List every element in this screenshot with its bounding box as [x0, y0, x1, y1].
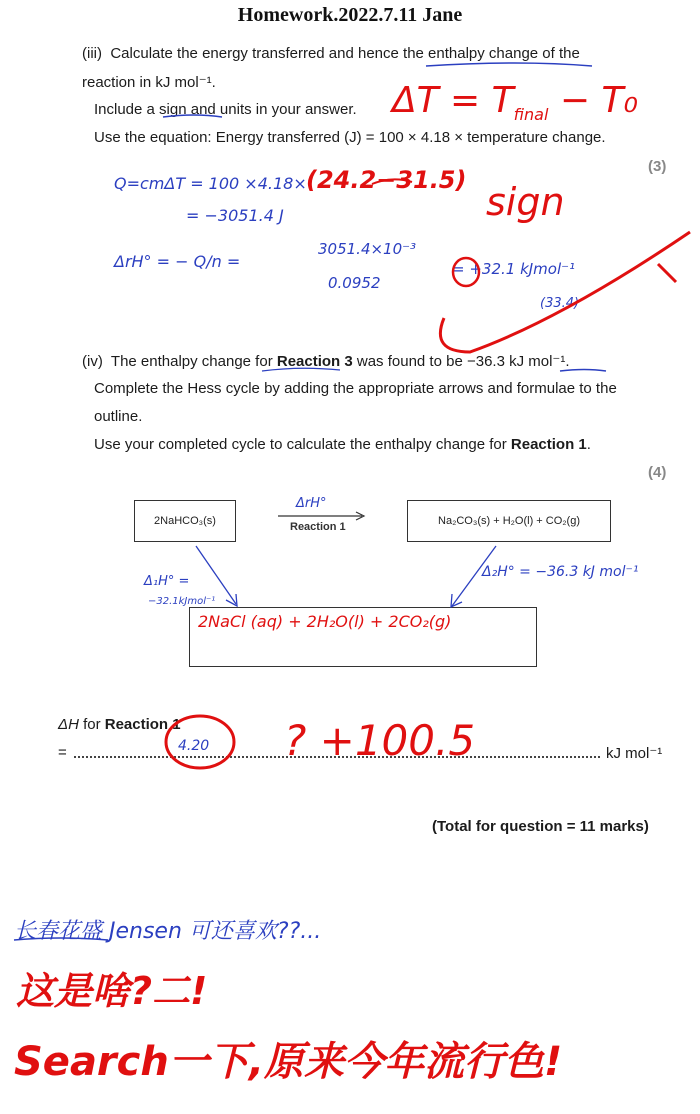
left-arrow-hw: Δ₁H° = — [144, 574, 190, 589]
circle-sign — [453, 258, 479, 286]
right-arrow-hw: Δ₂H° = −36.3 kJ mol⁻¹ — [482, 564, 639, 580]
part-iii-line3: Include a sign and units in your answer. — [94, 101, 357, 118]
hess-left-box: 2NaHCO₃(s) — [134, 500, 236, 542]
underline-enthalpy — [426, 63, 592, 66]
part-iv-line1: (iv) The enthalpy change for Reaction 3 was found to be −36.3 kJ mol⁻¹. — [82, 353, 570, 370]
note-line3: Search一下,原来今年流行色! — [14, 1039, 563, 1085]
underline-note1 — [14, 938, 108, 940]
part-iii-line2: reaction in kJ mol⁻¹. — [82, 74, 216, 91]
left-arrow-hw2: −32.1kJmol⁻¹ — [148, 596, 216, 607]
denominator-hw: 0.0952 — [328, 274, 381, 292]
energy-hw: = −3051.4 J — [186, 206, 284, 225]
answer-written-value: 4.20 — [178, 738, 210, 754]
total-marks: (Total for question = 11 marks) — [432, 818, 649, 835]
circle-answer — [166, 716, 234, 768]
dh-prefix-hw: ΔrH° = − Q/n = — [114, 252, 241, 271]
left-cycle-arrow — [196, 546, 236, 604]
part-iii-label: (iii) — [82, 45, 102, 62]
red-check — [440, 232, 690, 352]
answer-hw-note: ? +100.5 — [284, 716, 476, 765]
answer-unit: kJ mol⁻¹ — [606, 745, 663, 762]
sign-note: sign — [486, 180, 565, 224]
alt-result-hw: (33.4) — [540, 296, 580, 311]
part-iii-text1: Calculate the energy transferred and hence the enthalpy change of the — [110, 45, 580, 62]
part-iv-line4: Use your completed cycle to calculate the enthalpy change for Reaction 1. — [94, 436, 591, 453]
reaction1-arrow-label: Reaction 1 — [290, 521, 346, 533]
underline-value — [560, 370, 606, 372]
dh-result-hw: = +32.1 kJmol⁻¹ — [452, 260, 576, 278]
underline-found — [262, 368, 340, 371]
bottom-box-hw: 2NaCl (aq) + 2H₂O(l) + 2CO₂(g) — [198, 612, 452, 631]
answer-label: ΔH for Reaction 1 — [58, 716, 181, 733]
part-iv-label: (iv) — [82, 353, 103, 370]
part-iv-line3: outline. — [94, 408, 143, 425]
numerator-hw: 3051.4×10⁻³ — [318, 240, 417, 258]
underline-sign — [163, 115, 222, 117]
hess-right-box: Na₂CO₃(s) + H₂O(l) + CO₂(g) — [407, 500, 611, 542]
note-line1: 长春花盛 Jensen 可还喜欢??... — [14, 919, 322, 944]
right-cycle-arrow — [452, 546, 496, 606]
temp-change-hw: (24.2−31.5) — [306, 166, 467, 194]
answer-equals: = — [58, 744, 67, 761]
part-iv-line2: Complete the Hess cycle by adding the appropriate arrows and formulae to the — [94, 380, 617, 397]
part-iv-marks: (4) — [648, 464, 667, 481]
part-iii-marks: (3) — [648, 158, 667, 175]
q-equation-hw: Q=cmΔT = 100 ×4.18× — [114, 174, 307, 193]
arrow-hw-label: ΔrH° — [296, 496, 327, 511]
part-iii-line4: Use the equation: Energy transferred (J) = 100 × 4.18 × temperature change. — [94, 129, 606, 146]
strike-temp — [372, 179, 412, 184]
delta-t-note: $\Delta T = T_{final} - T_0$ — [392, 80, 638, 125]
note-line2: 这是啥?二! — [16, 969, 208, 1013]
red-check-tick — [658, 264, 676, 282]
page-title: Homework.2022.7.11 Jane — [237, 4, 463, 26]
